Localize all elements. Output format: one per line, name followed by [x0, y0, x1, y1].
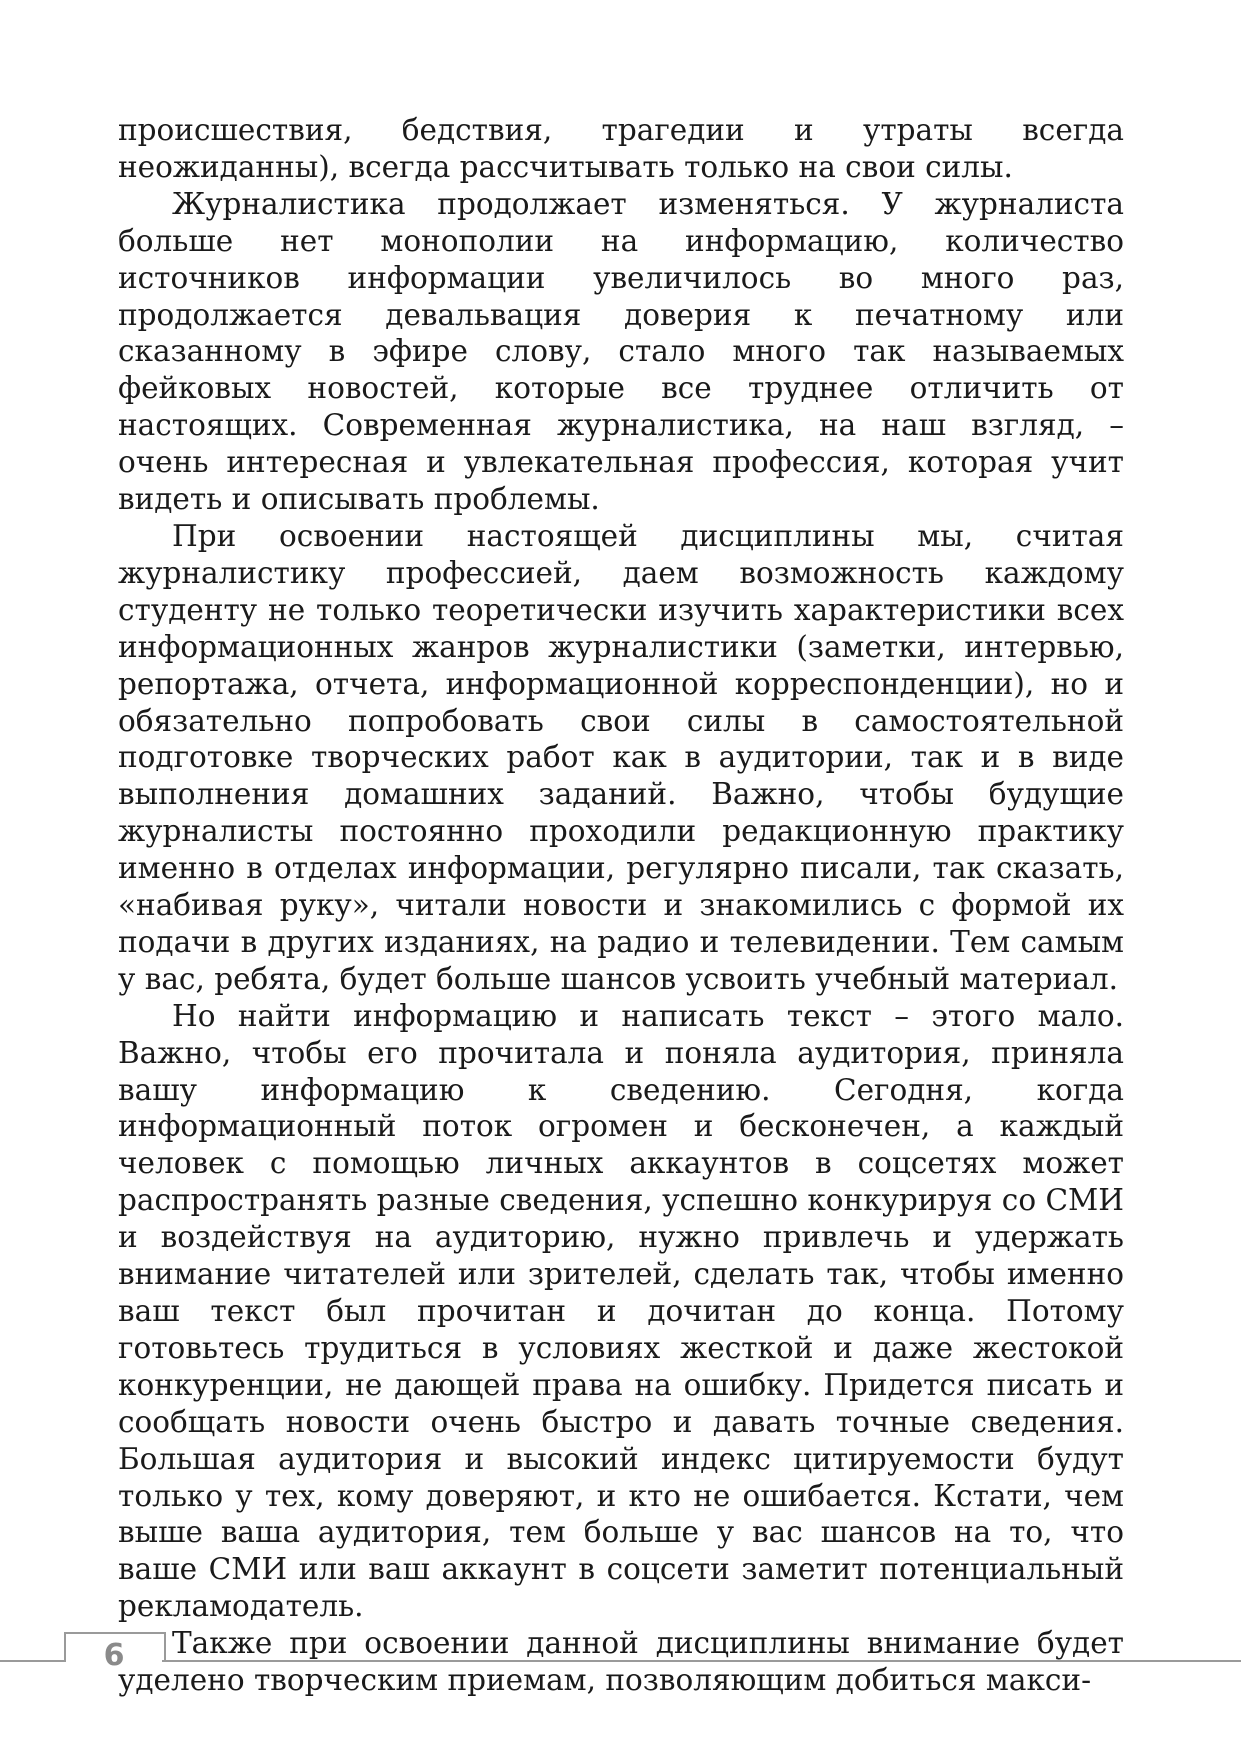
page-number: 6 — [103, 1638, 125, 1673]
paragraph-journalism-changes: Журналистика продолжает изменяться. У журналиста больше нет монополии на информацию, количество источников информации увеличилось во много раз, продолжается девальвация доверия к печатному или сказанному в эфире слову, стало много так называемых фейковых новостей, которые все труднее отличить от настоящих. Современная журналистика, на наш взгляд, – очень интересная и увлекательная профессия, которая учит видеть и описывать проблемы. — [118, 186, 1124, 517]
paragraph-creative-techniques: Также при освоении данной дисциплины внимание будет уделено творческим приемам, позволяющим добиться макси- — [118, 1626, 1124, 1698]
page-footer — [0, 1628, 1241, 1688]
page-body — [118, 112, 1124, 1699]
footer-rule-left — [0, 1660, 64, 1662]
paragraph-audience-attention: Но найти информацию и написать текст – этого мало. Важно, чтобы его прочитала и поняла аудитория, приняла вашу информацию к сведению. Сегодня, когда информационный поток огромен и бесконечен, а каждый человек с помощью личных аккаунтов в соцсетях может распространять разные сведения, успешно конкурируя со СМИ и воздействуя на аудиторию, нужно привлечь и удержать внимание читателей или зрителей, сделать так, чтобы именно ваш текст был прочитан и дочитан до конца. Потому готовьтесь трудиться в условиях жесткой и даже жестокой конкуренции, не дающей права на ошибку. Придется писать и сообщать новости очень быстро и давать точные сведения. Большая аудитория и высокий индекс цитируемости будут только у тех, кому доверяют, и кто не ошибается. Кстати, чем выше ваша аудитория, тем больше у вас шансов на то, что ваше СМИ или ваш аккаунт в соцсети заметит потенциальный рекламодатель. — [118, 998, 1124, 1624]
paragraph-discipline-study: При освоении настоящей дисциплины мы, считая журналистику профессией, даем возможность каждому студенту не только теоретически изучить характеристики всех информационных жанров журналистики (заметки, интервью, репортажа, отчета, информационной корреспонденции), но и обязательно попробовать свои силы в самостоятельной подготовке творческих работ как в аудитории, так и в виде выполнения домашних заданий. Важно, чтобы будущие журналисты постоянно проходили редакционную практику именно в отделах информации, регулярно писали, так сказать, «набивая руку», читали новости и знакомились с формой их подачи в других изданиях, на радио и телевидении. Тем самым у вас, ребята, будет больше шансов усвоить учебный материал. — [118, 518, 1124, 996]
paragraph-continuation: происшествия, бедствия, трагедии и утраты всегда неожиданны), всегда рассчитывать только на свои силы. — [118, 113, 1124, 184]
footer-rule-right — [162, 1660, 1241, 1662]
